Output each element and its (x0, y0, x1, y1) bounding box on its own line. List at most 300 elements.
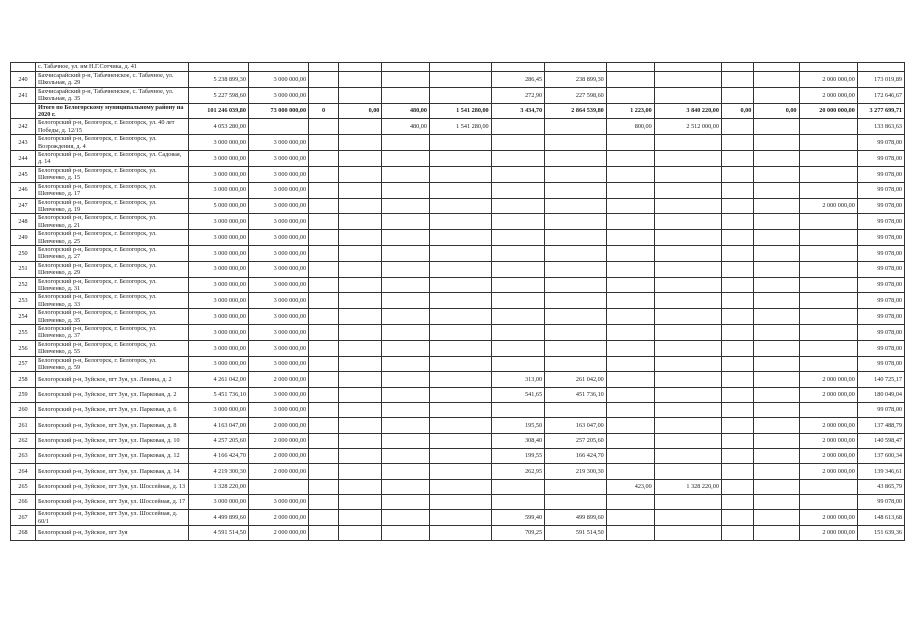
table-row (11, 151, 905, 167)
value-cell (754, 245, 799, 261)
value-cell (606, 293, 654, 309)
value-cell (429, 230, 491, 246)
value-cell (545, 356, 607, 372)
value-cell (382, 214, 430, 230)
value-cell: 0,00 (754, 103, 799, 119)
value-cell (545, 135, 607, 151)
value-cell (491, 340, 544, 356)
value-cell: 101 246 039,80 (188, 103, 248, 119)
value-cell (799, 182, 857, 198)
address-cell: Белогорский р-н, Белогорск, г. Белогорск, ул. Шевченко, д. 59 (35, 356, 188, 372)
value-cell (721, 448, 753, 463)
value-cell: 3 000 000,00 (248, 325, 308, 341)
value-cell (382, 356, 430, 372)
value-cell (339, 166, 382, 182)
value-cell (654, 356, 721, 372)
value-cell (339, 182, 382, 198)
row-number: 252 (11, 277, 36, 293)
address-cell: Белогорский р-н, Зуйское, пгт Зуя, ул. Парковая, д. 10 (35, 433, 188, 448)
value-cell (799, 119, 857, 135)
address-cell: Белогорский р-н, Белогорск, г. Белогорск, ул. Шевченко, д. 19 (35, 198, 188, 214)
value-cell: 3 000 000,00 (188, 325, 248, 341)
value-cell (654, 525, 721, 540)
value-cell (545, 293, 607, 309)
value-cell (429, 182, 491, 198)
value-cell: 137 600,34 (857, 448, 904, 463)
value-cell (382, 372, 430, 387)
value-cell (382, 63, 430, 72)
value-cell: 2 000 000,00 (248, 372, 308, 387)
value-cell: 2 512 000,00 (654, 119, 721, 135)
value-cell (339, 245, 382, 261)
value-cell (721, 198, 753, 214)
value-cell (339, 325, 382, 341)
value-cell (606, 433, 654, 448)
address-cell: Белогорский р-н, Белогорск, г. Белогорск, ул. Шевченко, д. 35 (35, 309, 188, 325)
table-row (11, 135, 905, 151)
row-number: 242 (11, 119, 36, 135)
value-cell (309, 293, 339, 309)
value-cell: 3 000 000,00 (188, 403, 248, 418)
row-number: 255 (11, 325, 36, 341)
table-row (11, 72, 905, 88)
value-cell (799, 214, 857, 230)
value-cell (382, 325, 430, 341)
value-cell: 3 000 000,00 (188, 230, 248, 246)
value-cell (545, 151, 607, 167)
value-cell (382, 245, 430, 261)
address-cell: Бахчисарайский р-н, Табачненское, с. Табачное, ул. Школьная, д. 29 (35, 72, 188, 88)
row-number: 262 (11, 433, 36, 448)
value-cell (606, 340, 654, 356)
row-number: 246 (11, 182, 36, 198)
value-cell (309, 403, 339, 418)
value-cell (309, 277, 339, 293)
value-cell: 199,55 (491, 448, 544, 463)
table-row (11, 166, 905, 182)
value-cell (545, 214, 607, 230)
table-row (11, 277, 905, 293)
value-cell (382, 510, 430, 526)
value-cell (606, 464, 654, 479)
value-cell (491, 325, 544, 341)
value-cell (339, 340, 382, 356)
row-number: 251 (11, 261, 36, 277)
value-cell (429, 245, 491, 261)
value-cell (339, 494, 382, 509)
value-cell (654, 182, 721, 198)
row-number: 259 (11, 387, 36, 402)
value-cell (339, 448, 382, 463)
value-cell: 99 078,00 (857, 325, 904, 341)
value-cell (799, 230, 857, 246)
value-cell (606, 198, 654, 214)
value-cell: 139 346,61 (857, 464, 904, 479)
value-cell (339, 214, 382, 230)
value-cell (721, 277, 753, 293)
value-cell (545, 261, 607, 277)
value-cell (654, 198, 721, 214)
value-cell: 99 078,00 (857, 277, 904, 293)
row-number: 256 (11, 340, 36, 356)
value-cell (754, 230, 799, 246)
value-cell (491, 135, 544, 151)
value-cell (754, 325, 799, 341)
value-cell (654, 325, 721, 341)
value-cell (654, 372, 721, 387)
value-cell (545, 198, 607, 214)
address-cell: Белогорский р-н, Зуйское, пгт Зуя, ул. Парковая, д. 2 (35, 387, 188, 402)
value-cell: 2 000 000,00 (799, 198, 857, 214)
value-cell (606, 261, 654, 277)
value-cell (545, 325, 607, 341)
value-cell (754, 525, 799, 540)
value-cell (309, 87, 339, 103)
value-cell (429, 387, 491, 402)
value-cell: 709,25 (491, 525, 544, 540)
value-cell: 599,40 (491, 510, 544, 526)
value-cell (382, 277, 430, 293)
value-cell: 99 078,00 (857, 356, 904, 372)
value-cell: 2 000 000,00 (799, 72, 857, 88)
value-cell (309, 151, 339, 167)
value-cell: 140 598,47 (857, 433, 904, 448)
value-cell: 3 000 000,00 (248, 87, 308, 103)
value-cell (491, 166, 544, 182)
value-cell (721, 72, 753, 88)
value-cell (491, 261, 544, 277)
value-cell (545, 479, 607, 494)
value-cell: 99 078,00 (857, 214, 904, 230)
value-cell (309, 448, 339, 463)
value-cell (721, 494, 753, 509)
value-cell (429, 166, 491, 182)
value-cell (339, 403, 382, 418)
value-cell (382, 72, 430, 88)
value-cell (545, 63, 607, 72)
table-row (11, 510, 905, 526)
value-cell (429, 151, 491, 167)
value-cell (309, 198, 339, 214)
value-cell: 3 000 000,00 (248, 166, 308, 182)
row-number: 265 (11, 479, 36, 494)
value-cell (309, 433, 339, 448)
value-cell (491, 230, 544, 246)
value-cell: 4 257 205,60 (188, 433, 248, 448)
value-cell (248, 63, 308, 72)
value-cell (309, 245, 339, 261)
value-cell (654, 245, 721, 261)
value-cell (654, 72, 721, 88)
value-cell (799, 261, 857, 277)
value-cell (491, 182, 544, 198)
value-cell (654, 464, 721, 479)
value-cell (754, 63, 799, 72)
value-cell: 1 223,00 (606, 103, 654, 119)
value-cell (721, 433, 753, 448)
value-cell (654, 309, 721, 325)
row-number: 257 (11, 356, 36, 372)
address-cell: Белогорский р-н, Белогорск, г. Белогорск, ул. Шевченко, д. 15 (35, 166, 188, 182)
value-cell (309, 510, 339, 526)
value-cell (606, 309, 654, 325)
value-cell (654, 261, 721, 277)
value-cell (545, 245, 607, 261)
value-cell (429, 479, 491, 494)
value-cell: 173 019,89 (857, 72, 904, 88)
value-cell: 20 000 000,00 (799, 103, 857, 119)
value-cell (429, 510, 491, 526)
value-cell: 140 725,17 (857, 372, 904, 387)
value-cell (339, 372, 382, 387)
row-number: 240 (11, 72, 36, 88)
value-cell (309, 418, 339, 433)
value-cell (382, 340, 430, 356)
value-cell (721, 340, 753, 356)
row-number (11, 103, 36, 119)
value-cell (654, 87, 721, 103)
value-cell (606, 135, 654, 151)
value-cell (429, 525, 491, 540)
value-cell: 99 078,00 (857, 245, 904, 261)
address-cell: Белогорский р-н, Зуйское, пгт Зуя, ул. Парковая, д. 6 (35, 403, 188, 418)
value-cell: 261 042,00 (545, 372, 607, 387)
value-cell: 99 078,00 (857, 403, 904, 418)
value-cell: 591 514,50 (545, 525, 607, 540)
value-cell (799, 340, 857, 356)
table-row (11, 261, 905, 277)
value-cell: 1 328 220,00 (654, 479, 721, 494)
value-cell: 3 000 000,00 (248, 387, 308, 402)
value-cell (309, 387, 339, 402)
value-cell (429, 494, 491, 509)
value-cell (339, 510, 382, 526)
value-cell: 2 000 000,00 (248, 418, 308, 433)
value-cell (754, 309, 799, 325)
value-cell (429, 418, 491, 433)
value-cell (721, 63, 753, 72)
value-cell (754, 340, 799, 356)
address-cell: Белогорский р-н, Зуйское, пгт Зуя, ул. Шоссейная, д. 60/1 (35, 510, 188, 526)
value-cell (754, 182, 799, 198)
value-cell: 2 000 000,00 (799, 464, 857, 479)
value-cell (654, 510, 721, 526)
value-cell (429, 293, 491, 309)
value-cell (545, 494, 607, 509)
value-cell (382, 448, 430, 463)
row-number: 241 (11, 87, 36, 103)
value-cell: 219 300,30 (545, 464, 607, 479)
table-row (11, 356, 905, 372)
value-cell (339, 479, 382, 494)
value-cell (382, 418, 430, 433)
value-cell: 2 000 000,00 (248, 464, 308, 479)
value-cell: 227 598,60 (545, 87, 607, 103)
address-cell: Белогорский р-н, Белогорск, г. Белогорск, ул. Шевченко, д. 27 (35, 245, 188, 261)
value-cell (382, 87, 430, 103)
table-row (11, 433, 905, 448)
address-cell: Белогорский р-н, Белогорск, г. Белогорск, ул. Шевченко, д. 37 (35, 325, 188, 341)
value-cell (491, 403, 544, 418)
value-cell (606, 325, 654, 341)
value-cell (339, 418, 382, 433)
value-cell: 3 000 000,00 (188, 356, 248, 372)
value-cell: 3 000 000,00 (188, 309, 248, 325)
value-cell: 3 000 000,00 (188, 261, 248, 277)
value-cell (606, 448, 654, 463)
value-cell (606, 72, 654, 88)
value-cell (491, 356, 544, 372)
value-cell (339, 63, 382, 72)
value-cell: 4 163 047,00 (188, 418, 248, 433)
row-number: 267 (11, 510, 36, 526)
value-cell: 172 646,67 (857, 87, 904, 103)
value-cell (654, 418, 721, 433)
value-cell (799, 403, 857, 418)
table-row (11, 479, 905, 494)
value-cell: 3 000 000,00 (248, 293, 308, 309)
value-cell (606, 372, 654, 387)
value-cell (606, 245, 654, 261)
value-cell (721, 230, 753, 246)
value-cell: 3 000 000,00 (188, 182, 248, 198)
table-body (11, 63, 905, 541)
value-cell (429, 340, 491, 356)
address-cell: Бахчисарайский р-н, Табачненское, с. Табачное, ул. Школьная, д. 35 (35, 87, 188, 103)
value-cell (309, 356, 339, 372)
value-cell: 5 227 598,60 (188, 87, 248, 103)
value-cell: 451 736,10 (545, 387, 607, 402)
value-cell: 480,00 (382, 103, 430, 119)
value-cell (721, 510, 753, 526)
value-cell (545, 309, 607, 325)
value-cell: 2 000 000,00 (799, 372, 857, 387)
value-cell (429, 87, 491, 103)
value-cell: 2 000 000,00 (799, 525, 857, 540)
value-cell (721, 182, 753, 198)
value-cell (429, 72, 491, 88)
value-cell (721, 356, 753, 372)
value-cell (309, 72, 339, 88)
value-cell (799, 151, 857, 167)
value-cell: 3 000 000,00 (248, 277, 308, 293)
value-cell (339, 309, 382, 325)
value-cell (382, 261, 430, 277)
row-number: 260 (11, 403, 36, 418)
value-cell (721, 309, 753, 325)
address-cell: Белогорский р-н, Зуйское, пгт Зуя, ул. Шоссейная, д. 13 (35, 479, 188, 494)
value-cell (606, 510, 654, 526)
value-cell (721, 325, 753, 341)
value-cell (654, 433, 721, 448)
address-cell: Белогорский р-н, Белогорск, г. Белогорск, ул. Шевченко, д. 55 (35, 340, 188, 356)
address-cell: Белогорский р-н, Белогорск, г. Белогорск, ул. Шевченко, д. 17 (35, 182, 188, 198)
value-cell (721, 525, 753, 540)
value-cell (721, 293, 753, 309)
value-cell (339, 72, 382, 88)
value-cell (429, 309, 491, 325)
value-cell (754, 72, 799, 88)
value-cell (721, 166, 753, 182)
value-cell (429, 63, 491, 72)
value-cell (606, 182, 654, 198)
row-number: 243 (11, 135, 36, 151)
value-cell: 2 000 000,00 (799, 433, 857, 448)
value-cell: 1 541 280,00 (429, 103, 491, 119)
value-cell (429, 261, 491, 277)
value-cell: 3 000 000,00 (248, 340, 308, 356)
value-cell: 5 238 899,30 (188, 72, 248, 88)
value-cell (654, 135, 721, 151)
value-cell (721, 151, 753, 167)
value-cell (754, 293, 799, 309)
value-cell (491, 63, 544, 72)
value-cell (799, 63, 857, 72)
value-cell (309, 182, 339, 198)
value-cell (382, 464, 430, 479)
value-cell (754, 464, 799, 479)
value-cell (606, 87, 654, 103)
row-number: 249 (11, 230, 36, 246)
value-cell (429, 135, 491, 151)
value-cell: 99 078,00 (857, 166, 904, 182)
value-cell (606, 151, 654, 167)
value-cell (721, 418, 753, 433)
value-cell: 3 000 000,00 (248, 494, 308, 509)
value-cell: 2 000 000,00 (799, 448, 857, 463)
value-cell (754, 151, 799, 167)
value-cell: 2 000 000,00 (248, 525, 308, 540)
value-cell (799, 293, 857, 309)
value-cell: 0 (309, 103, 339, 119)
table-row (11, 494, 905, 509)
value-cell: 163 047,00 (545, 418, 607, 433)
value-cell (491, 245, 544, 261)
address-cell: Белогорский р-н, Зуйское, пгт Зуя, ул. Шоссейная, д. 17 (35, 494, 188, 509)
value-cell (754, 372, 799, 387)
value-cell: 3 277 699,71 (857, 103, 904, 119)
value-cell: 3 000 000,00 (188, 135, 248, 151)
value-cell: 151 639,36 (857, 525, 904, 540)
value-cell (754, 119, 799, 135)
value-cell: 3 000 000,00 (248, 245, 308, 261)
value-cell: 4 166 424,70 (188, 448, 248, 463)
value-cell (654, 151, 721, 167)
value-cell (491, 479, 544, 494)
value-cell (339, 198, 382, 214)
value-cell (654, 448, 721, 463)
address-cell: Белогорский р-н, Зуйское, пгт Зуя, ул. Парковая, д. 8 (35, 418, 188, 433)
address-cell: Белогорский р-н, Белогорск, г. Белогорск, ул. Возрождения, д. 4 (35, 135, 188, 151)
value-cell: 257 205,60 (545, 433, 607, 448)
value-cell (754, 356, 799, 372)
value-cell (309, 261, 339, 277)
value-cell: 3 000 000,00 (188, 245, 248, 261)
value-cell (339, 293, 382, 309)
value-cell (754, 135, 799, 151)
value-cell: 3 000 000,00 (248, 261, 308, 277)
value-cell: 43 865,79 (857, 479, 904, 494)
value-cell (429, 325, 491, 341)
value-cell (382, 403, 430, 418)
value-cell (382, 166, 430, 182)
value-cell (754, 214, 799, 230)
value-cell: 3 000 000,00 (188, 494, 248, 509)
value-cell: 3 000 000,00 (248, 403, 308, 418)
value-cell: 3 000 000,00 (248, 198, 308, 214)
value-cell: 4 591 514,50 (188, 525, 248, 540)
value-cell: 99 078,00 (857, 230, 904, 246)
